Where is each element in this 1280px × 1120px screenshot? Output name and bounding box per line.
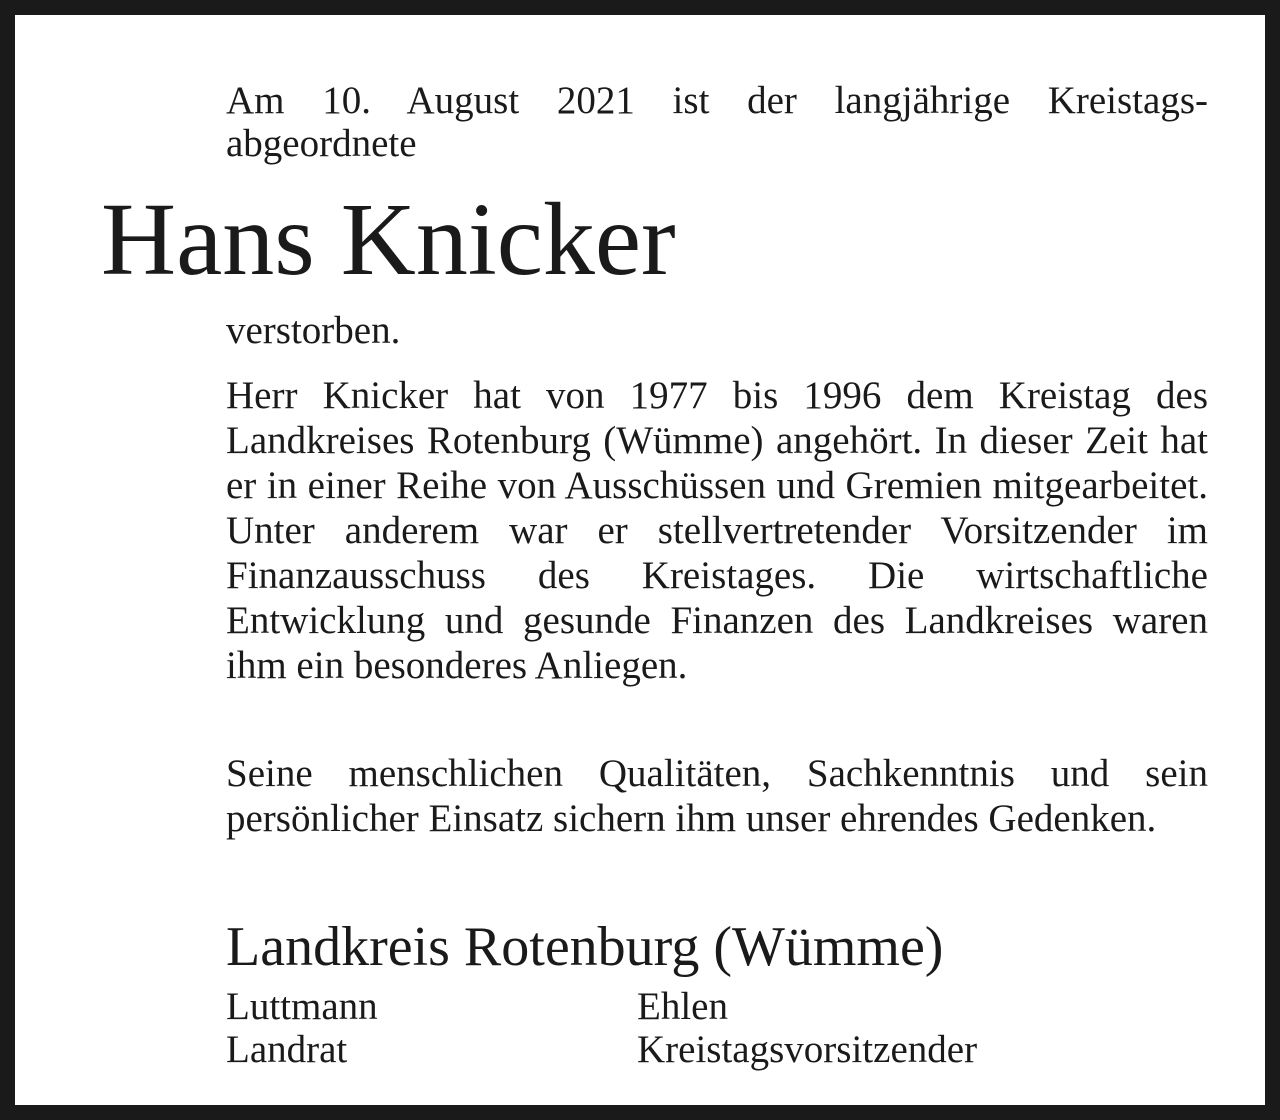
tribute-paragraph: Seine menschlichen Qualitäten, Sachkenntnis und sein persönlicher Einsatz sichern ihm unser ehrendes Gedenken.	[226, 752, 1208, 840]
deceased-name: Hans Knicker	[101, 182, 676, 297]
signatory-title: Kreistagsvorsitzender	[637, 1028, 978, 1071]
signatory-title: Landrat	[226, 1028, 348, 1071]
signatory-name: Luttmann	[226, 985, 378, 1028]
deceased-statement: verstorben.	[226, 309, 401, 352]
signatory-left	[226, 985, 378, 1071]
organization-name: Landkreis Rotenburg (Wümme)	[226, 916, 944, 978]
biography-paragraph: Herr Knicker hat von 1977 bis 1996 dem Kreistag des Landkreises Rotenburg (Wümme) angehört. In dieser Zeit hat er in einer Reihe von Ausschüssen und Gremien mitgearbeitet. Unter anderem war er stellvertretender Vorsitzender im Finanzausschuss des Kreistages. Die wirtschaftliche Entwicklung und gesunde Finanzen des Landkreises waren ihm ein besonderes Anliegen.	[226, 374, 1208, 687]
signatory-right	[637, 985, 977, 1071]
intro-line-1: Am 10. August 2021 ist der langjährige Kreistags-	[226, 79, 1208, 122]
intro-line-2: abgeordnete	[226, 122, 417, 165]
signatory-name: Ehlen	[637, 985, 728, 1028]
intro-text	[226, 79, 1208, 165]
